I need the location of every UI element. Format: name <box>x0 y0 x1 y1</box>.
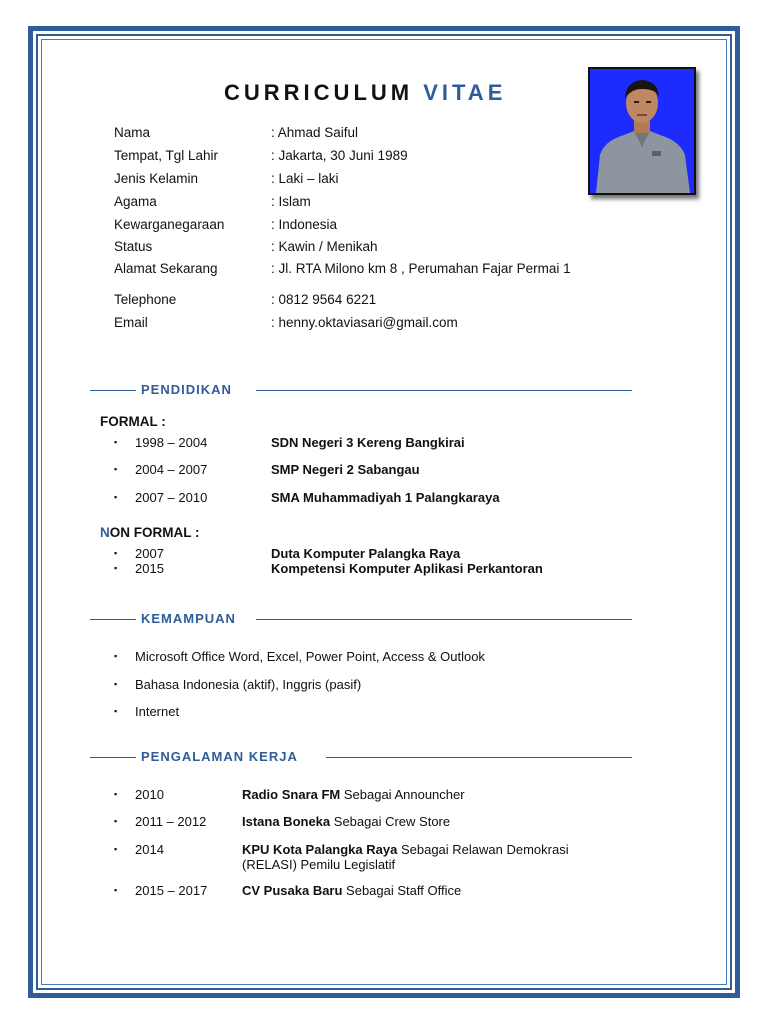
section-kemampuan <box>90 611 632 627</box>
education-years: 2007 – 2010 <box>135 490 208 505</box>
info-label: Tempat, Tgl Lahir <box>114 148 219 163</box>
bullet-icon: ▪ <box>114 492 118 502</box>
formal-label: FORMAL : <box>100 414 166 429</box>
education-years: 1998 – 2004 <box>135 435 208 450</box>
education-school: Kompetensi Komputer Aplikasi Perkantoran <box>271 561 543 576</box>
bullet-icon: ▪ <box>114 651 118 661</box>
work-description <box>242 814 450 829</box>
education-school: SMP Negeri 2 Sabangau <box>271 462 420 477</box>
section-divider <box>90 757 136 758</box>
info-label: Kewarganegaraan <box>114 217 225 232</box>
info-label: Nama <box>114 125 151 140</box>
work-role: Sebagai Announcher <box>340 787 465 802</box>
bullet-icon: ▪ <box>114 563 118 573</box>
info-label: Telephone <box>114 292 177 307</box>
work-description <box>242 842 569 872</box>
education-years: 2004 – 2007 <box>135 462 208 477</box>
work-years: 2010 <box>135 787 164 802</box>
work-role: Sebagai Crew Store <box>330 814 451 829</box>
profile-photo <box>588 67 696 195</box>
section-divider <box>90 390 136 391</box>
info-value: : Islam <box>271 194 311 209</box>
info-value: : Jakarta, 30 Juni 1989 <box>271 148 408 163</box>
work-organization: KPU Kota Palangka Raya <box>242 842 398 857</box>
education-school: SMA Muhammadiyah 1 Palangkaraya <box>271 490 500 505</box>
skill-text: Bahasa Indonesia (aktif), Inggris (pasif) <box>135 677 362 692</box>
bullet-icon: ▪ <box>114 679 118 689</box>
work-organization: CV Pusaka Baru <box>242 883 343 898</box>
info-value: : henny.oktaviasari@gmail.com <box>271 315 458 330</box>
info-value: : Ahmad Saiful <box>271 125 359 140</box>
info-label: Jenis Kelamin <box>114 171 199 186</box>
section-divider <box>90 619 136 620</box>
bullet-icon: ▪ <box>114 706 118 716</box>
info-label: Status <box>114 239 153 254</box>
bullet-icon: ▪ <box>114 464 118 474</box>
work-years: 2015 – 2017 <box>135 883 208 898</box>
section-heading: PENDIDIKAN <box>141 382 232 397</box>
work-years: 2014 <box>135 842 164 857</box>
skill-text: Internet <box>135 704 180 719</box>
skill-text: Microsoft Office Word, Excel, Power Point, Access & Outlook <box>135 649 485 664</box>
work-organization: Radio Snara FM <box>242 787 341 802</box>
info-value: : Laki – laki <box>271 171 339 186</box>
section-pengalaman <box>90 749 632 765</box>
info-value: : 0812 9564 6221 <box>271 292 377 307</box>
person-photo-icon <box>590 69 694 193</box>
info-value: : Jl. RTA Milono km 8 , Perumahan Fajar Permai 1 <box>271 261 571 276</box>
education-school: Duta Komputer Palangka Raya <box>271 546 461 561</box>
bullet-icon: ▪ <box>114 437 118 447</box>
bullet-icon: ▪ <box>114 789 118 799</box>
section-pendidikan <box>90 382 632 398</box>
bullet-icon: ▪ <box>114 816 118 826</box>
title-vitae: VITAE <box>423 80 507 105</box>
work-description <box>242 787 465 802</box>
info-label: Alamat Sekarang <box>114 261 218 276</box>
section-heading: PENGALAMAN KERJA <box>141 749 298 764</box>
title-curriculum: CURRICULUM <box>224 80 414 105</box>
work-years: 2011 – 2012 <box>135 814 207 829</box>
education-school: SDN Negeri 3 Kereng Bangkirai <box>271 435 465 450</box>
section-heading: KEMAMPUAN <box>141 611 236 626</box>
nonformal-label: NON FORMAL : <box>100 525 200 540</box>
bullet-icon: ▪ <box>114 885 118 895</box>
bullet-icon: ▪ <box>114 844 118 854</box>
document-title <box>224 80 506 106</box>
info-label: Email <box>114 315 148 330</box>
work-role: Sebagai Relawan Demokrasi <box>397 842 569 857</box>
work-role: Sebagai Staff Office <box>342 883 462 898</box>
info-label: Agama <box>114 194 157 209</box>
work-description <box>242 883 461 898</box>
education-years: 2015 <box>135 561 164 576</box>
info-value: : Indonesia <box>271 217 338 232</box>
bullet-icon: ▪ <box>114 548 118 558</box>
work-organization: Istana Boneka <box>242 814 331 829</box>
section-divider <box>326 757 632 758</box>
section-divider <box>256 619 632 620</box>
nonformal-label-rest: ON FORMAL : <box>109 525 200 540</box>
work-role-continued: (RELASI) Pemilu Legislatif <box>242 857 396 872</box>
info-value: : Kawin / Menikah <box>271 239 378 254</box>
section-divider <box>256 390 632 391</box>
education-years: 2007 <box>135 546 164 561</box>
